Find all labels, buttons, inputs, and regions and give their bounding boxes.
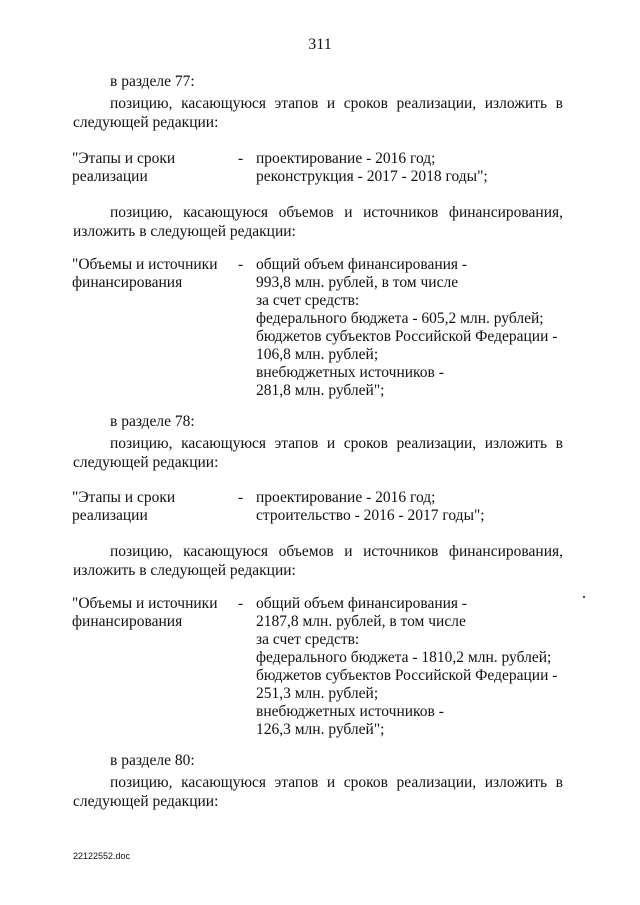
section-78-heading: в разделе 78: bbox=[110, 413, 195, 430]
section-77-intro-line-2: следующей редакции: bbox=[73, 114, 219, 131]
section-77-intro-line-1: позицию, касающуюся этапов и сроков реализации, изложить в bbox=[110, 95, 563, 112]
section-77-stages-label-2: реализации bbox=[72, 168, 148, 185]
section-78-funding-label-1: "Объемы и источники bbox=[72, 595, 218, 612]
section-78-funding-intro-line-1: позицию, касающуюся объемов и источников финансирования, bbox=[110, 543, 563, 560]
section-78-funding-label-2: финансирования bbox=[72, 613, 183, 630]
section-78-stages-value-2: строительство - 2016 - 2017 годы"; bbox=[256, 507, 485, 524]
section-78-funding-value-3: за счет средств: bbox=[256, 631, 360, 648]
section-78-funding-value-6: 251,3 млн. рублей; bbox=[256, 685, 379, 702]
section-77-heading: в разделе 77: bbox=[110, 73, 195, 90]
section-77-funding-dash: - bbox=[238, 256, 244, 273]
section-78-stages-label-2: реализации bbox=[72, 507, 148, 524]
section-77-funding-value-8: 281,8 млн. рублей"; bbox=[256, 382, 385, 399]
section-77-funding-label-1: "Объемы и источники bbox=[72, 256, 218, 273]
section-77-funding-intro-line-1: позицию, касающуюся объемов и источников финансирования, bbox=[110, 204, 563, 221]
section-78-funding-value-8: 126,3 млн. рублей"; bbox=[256, 721, 385, 738]
scan-speck bbox=[583, 596, 585, 598]
section-77-funding-intro-line-2: изложить в следующей редакции: bbox=[73, 223, 296, 240]
section-78-stages-value-1: проектирование - 2016 год; bbox=[256, 489, 436, 506]
section-78-intro-line-1: позицию, касающуюся этапов и сроков реализации, изложить в bbox=[110, 435, 563, 452]
section-77-funding-value-6: 106,8 млн. рублей; bbox=[256, 346, 379, 363]
section-78-funding-value-5: бюджетов субъектов Российской Федерации - bbox=[256, 667, 558, 684]
page-number: 311 bbox=[308, 36, 332, 53]
section-77-funding-value-4: федерального бюджета - 605,2 млн. рублей; bbox=[256, 310, 544, 327]
section-78-funding-value-4: федерального бюджета - 1810,2 млн. рублей; bbox=[256, 649, 552, 666]
section-80-intro-line-2: следующей редакции: bbox=[73, 793, 219, 810]
section-78-funding-value-7: внебюджетных источников - bbox=[256, 703, 444, 720]
section-78-funding-value-2: 2187,8 млн. рублей, в том числе bbox=[256, 613, 466, 630]
section-77-funding-value-2: 993,8 млн. рублей, в том числе bbox=[256, 274, 459, 291]
section-77-funding-value-3: за счет средств: bbox=[256, 292, 360, 309]
section-77-stages-value-2: реконструкция - 2017 - 2018 годы"; bbox=[256, 168, 488, 185]
section-78-funding-value-1: общий объем финансирования - bbox=[256, 595, 468, 612]
section-80-intro-line-1: позицию, касающуюся этапов и сроков реализации, изложить в bbox=[110, 774, 563, 791]
section-77-stages-value-1: проектирование - 2016 год; bbox=[256, 150, 436, 167]
section-78-stages-dash: - bbox=[238, 489, 244, 506]
section-77-stages-dash: - bbox=[238, 150, 244, 167]
section-77-funding-value-5: бюджетов субъектов Российской Федерации - bbox=[256, 328, 558, 345]
footer-filename: 22122552.doc bbox=[73, 851, 131, 861]
section-77-funding-value-7: внебюджетных источников - bbox=[256, 364, 444, 381]
section-78-intro-line-2: следующей редакции: bbox=[73, 454, 219, 471]
section-77-stages-label-1: "Этапы и сроки bbox=[72, 150, 176, 167]
section-80-heading: в разделе 80: bbox=[110, 752, 195, 769]
section-78-stages-label-1: "Этапы и сроки bbox=[72, 489, 176, 506]
section-77-funding-value-1: общий объем финансирования - bbox=[256, 256, 468, 273]
section-78-funding-dash: - bbox=[238, 595, 244, 612]
section-77-funding-label-2: финансирования bbox=[72, 274, 183, 291]
section-78-funding-intro-line-2: изложить в следующей редакции: bbox=[73, 562, 296, 579]
